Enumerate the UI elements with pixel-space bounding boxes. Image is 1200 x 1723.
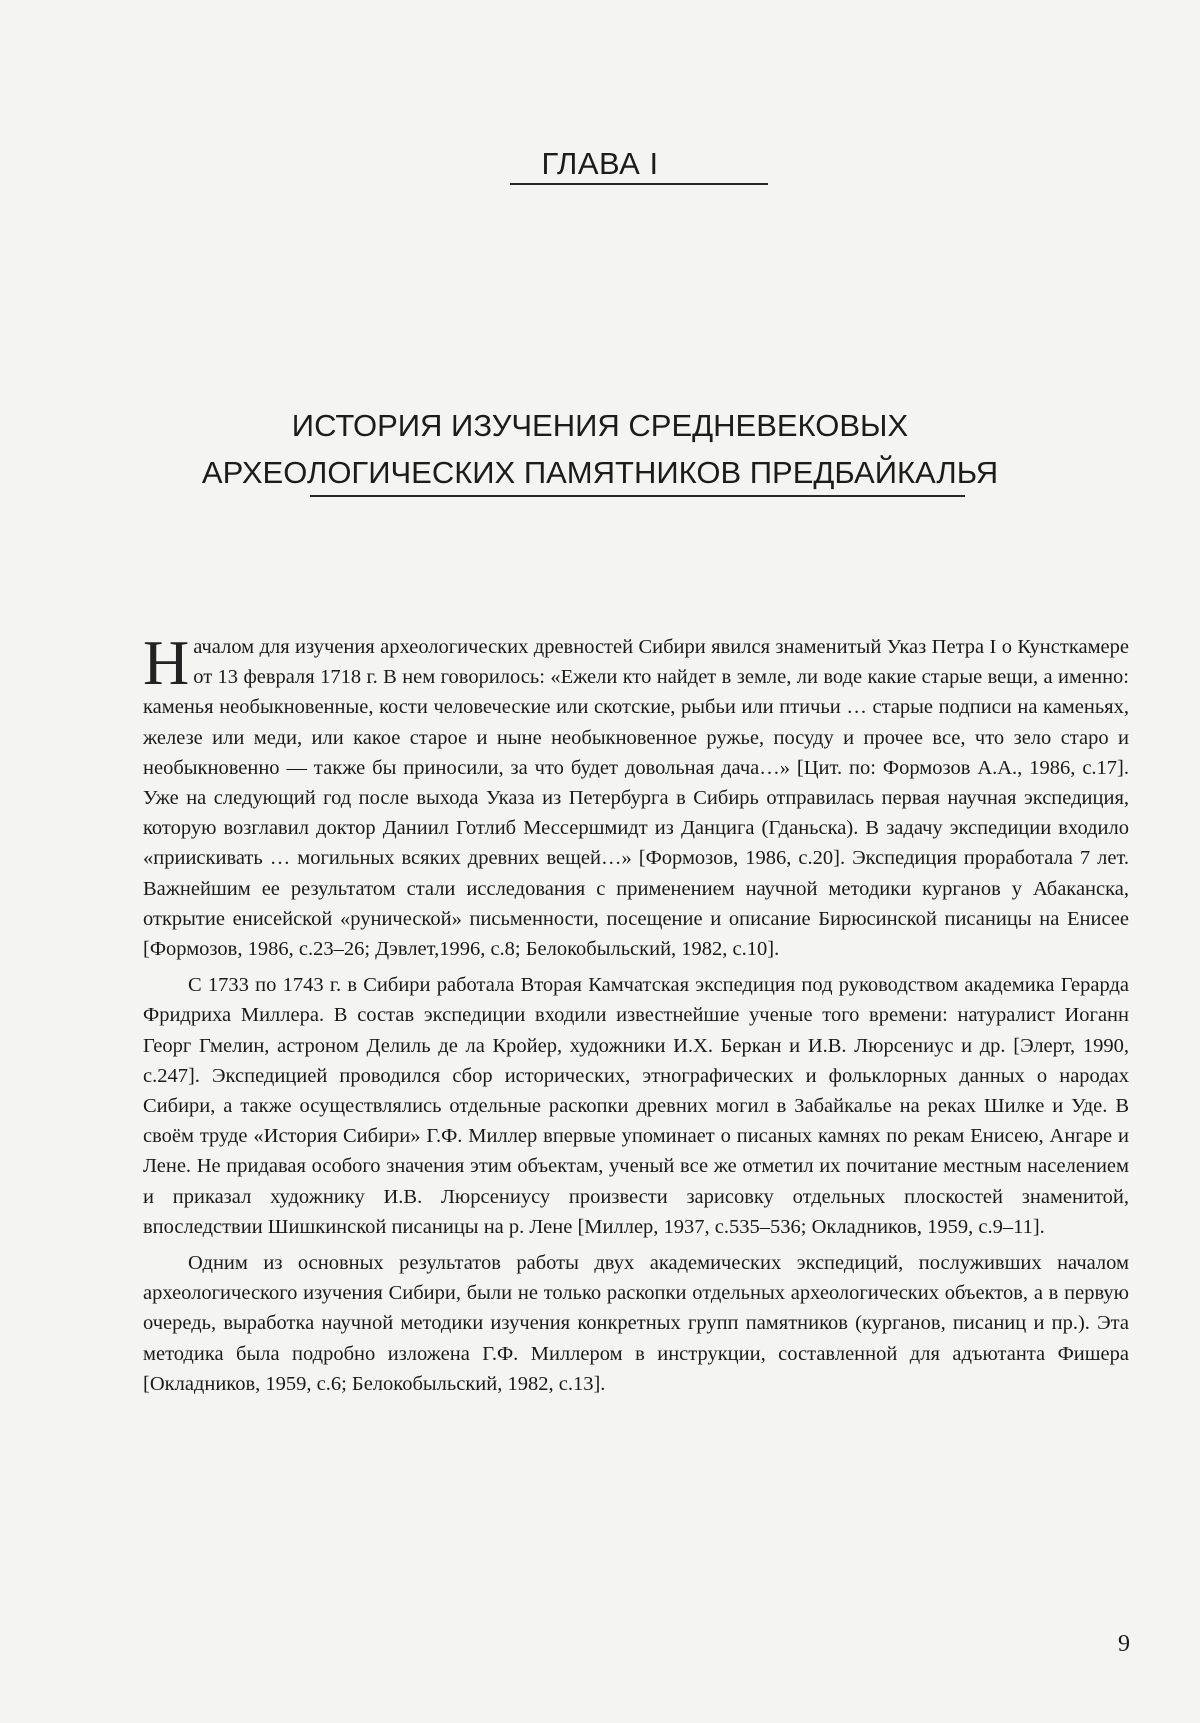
paragraph-2: С 1733 по 1743 г. в Сибири работала Вторая Камчатская экспедиция под руководством академика Герарда Фридриха Миллера. В состав экспедиции входили известнейшие ученые того времени: натуралист Иоганн Георг Гмелин, астроном Делиль де ла Кройер, художники И.Х. Беркан и И.В. Люрсениус и др. [Элерт, 1990, с.247]. Экспедицией проводился сбор исторических, этнографических и фольклорных данных о народах Сибири, а также осуществлялись отдельные раскопки древних могил в Забайкалье на реках Шилке и Уде. В своём труде «История Сибири» Г.Ф. Миллер впервые упоминает о писаных камнях по рекам Енисею, Ангаре и Лене. Не придавая особого значения этим объектам, ученый все же отметил их почитание местным населением и приказал художнику И.В. Люрсениусу произвести зарисовку отдельных плоскостей знаменитой, впоследствии Шишкинской писаницы на р. Лене [Миллер, 1937, с.535–536; Окладников, 1959, с.9–11]. [143,974,1129,1238]
paragraph-3: Одним из основных результатов работы двух академических экспедиций, послуживших началом археологического изучения Сибири, были не только раскопки отдельных археологических объектов, а в первую очередь, выработка научной методики изучения конкретных групп памятников (курганов, писаниц и пр.). Эта методика была подробно изложена Г.Ф. Миллером в инструкции, составленной для адъютанта Фишера [Окладников, 1959, с.6; Белокобыльский, 1982, с.13]. [143,1252,1129,1395]
paragraph-1-text: ачалом для изучения археологических древностей Сибири явился знаменитый Указ Петра I о Кунсткамере от 13 февраля 1718 г. В нем говорилось: «Ежели кто найдет в земле, ли воде какие старые вещи, а именно: каменья необыкновенные, кости человеческие или скотские, рыбьи или птичьи … старые подписи на каменьях, железе или меди, или какое старое и ныне необыкновенное ружье, посуду и прочее все, что зело старо и необыкновенно — также бы приносили, за что будет довольная дача…» [Цит. по: Формозов А.А., 1986, с.17]. Уже на следующий год после выхода Указа из Петербурга в Сибирь отправилась первая научная экспедиция, которую возглавил доктор Даниил Готлиб Мессершмидт из Данцига (Гданьска). В задачу экспедиции входило «приискивать … могильных всяких древних вещей…» [Формозов, 1986, с.20]. Экспедиция проработала 7 лет. Важнейшим ее результатом стали исследования с применением научной методики курганов у Абаканска, открытие енисейской «рунической» письменности, посещение и описание Бирюсинской писаницы на Енисее [Формозов, 1986, с.23–26; Дэвлет,1996, с.8; Белокобыльский, 1982, с.10]. [143,636,1129,961]
chapter-title-line-1: ИСТОРИЯ ИЗУЧЕНИЯ СРЕДНЕВЕКОВЫХ [291,408,909,443]
chapter-label: ГЛАВА I [541,146,659,181]
chapter-underline [510,183,768,185]
chapter-title [0,402,1200,496]
chapter-title-line-2: АРХЕОЛОГИЧЕСКИХ ПАМЯТНИКОВ ПРЕДБАЙКАЛЬЯ [201,455,999,490]
title-underline [310,495,965,497]
paragraph-1 [143,627,1129,964]
drop-cap: Н [143,627,190,698]
body-text [143,627,1129,1405]
page-number: 9 [1118,1631,1130,1657]
